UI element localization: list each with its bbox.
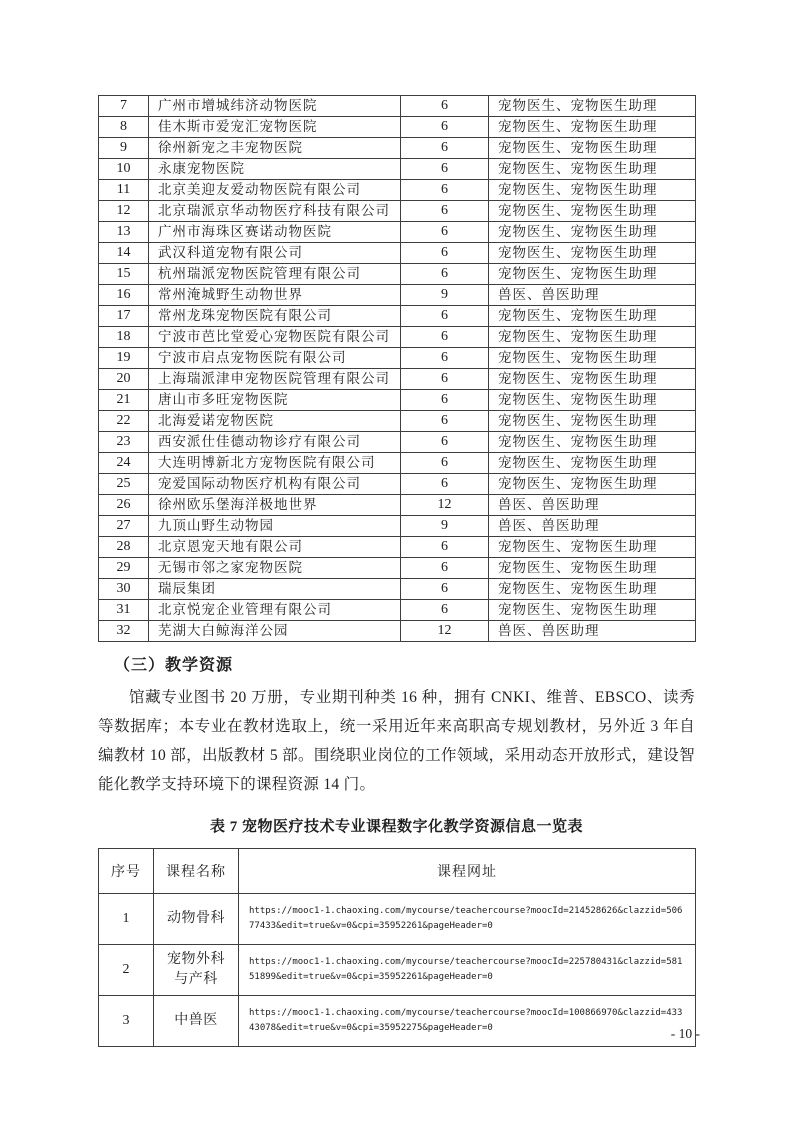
unit-no-cell: 24: [99, 453, 149, 474]
unit-count-cell: 6: [401, 579, 489, 600]
unit-count-cell: 12: [401, 495, 489, 516]
unit-roles-cell: 宠物医生、宠物医生助理: [489, 180, 696, 201]
unit-roles-cell: 宠物医生、宠物医生助理: [489, 348, 696, 369]
unit-count-cell: 9: [401, 285, 489, 306]
table-row: [99, 243, 696, 264]
internship-units-table: [98, 95, 696, 642]
unit-name-cell: 常州淹城野生动物世界: [149, 285, 401, 306]
table-row: [99, 159, 696, 180]
unit-no-cell: 10: [99, 159, 149, 180]
table-row: [99, 945, 696, 996]
table-row: [99, 117, 696, 138]
unit-no-cell: 13: [99, 222, 149, 243]
unit-roles-cell: 宠物医生、宠物医生助理: [489, 411, 696, 432]
unit-name-cell: 芜湖大白鲸海洋公园: [149, 621, 401, 642]
table-row: [99, 180, 696, 201]
unit-roles-cell: 宠物医生、宠物医生助理: [489, 264, 696, 285]
course-no-cell: 1: [99, 894, 154, 945]
unit-no-cell: 29: [99, 558, 149, 579]
unit-name-cell: 北京瑞派京华动物医疗科技有限公司: [149, 201, 401, 222]
table-row: [99, 600, 696, 621]
page-content: [98, 0, 695, 1047]
table-row: [99, 516, 696, 537]
unit-name-cell: 大连明博新北方宠物医院有限公司: [149, 453, 401, 474]
course-name-cell: 宠物外科与产科: [154, 945, 239, 996]
unit-roles-cell: 宠物医生、宠物医生助理: [489, 390, 696, 411]
unit-no-cell: 22: [99, 411, 149, 432]
unit-count-cell: 6: [401, 537, 489, 558]
unit-no-cell: 27: [99, 516, 149, 537]
unit-roles-cell: 宠物医生、宠物医生助理: [489, 600, 696, 621]
unit-roles-cell: 宠物医生、宠物医生助理: [489, 96, 696, 117]
table-row: [99, 348, 696, 369]
unit-no-cell: 18: [99, 327, 149, 348]
unit-count-cell: 12: [401, 621, 489, 642]
table-row: [99, 222, 696, 243]
unit-name-cell: 西安派仕佳德动物诊疗有限公司: [149, 432, 401, 453]
unit-count-cell: 6: [401, 390, 489, 411]
unit-roles-cell: 宠物医生、宠物医生助理: [489, 159, 696, 180]
table-row: [99, 432, 696, 453]
unit-name-cell: 瑞辰集团: [149, 579, 401, 600]
course-resources-table: [98, 848, 696, 1047]
unit-roles-cell: 宠物医生、宠物医生助理: [489, 306, 696, 327]
unit-roles-cell: 宠物医生、宠物医生助理: [489, 222, 696, 243]
unit-count-cell: 6: [401, 348, 489, 369]
unit-no-cell: 11: [99, 180, 149, 201]
table-row: [99, 558, 696, 579]
unit-count-cell: 9: [401, 516, 489, 537]
unit-name-cell: 北京美迎友爱动物医院有限公司: [149, 180, 401, 201]
unit-count-cell: 6: [401, 432, 489, 453]
table-row: [99, 411, 696, 432]
unit-name-cell: 广州市海珠区赛诺动物医院: [149, 222, 401, 243]
unit-roles-cell: 兽医、兽医助理: [489, 516, 696, 537]
table-row: [99, 285, 696, 306]
unit-count-cell: 6: [401, 327, 489, 348]
section-heading: （三）教学资源: [114, 657, 234, 674]
unit-name-cell: 上海瑞派津申宠物医院管理有限公司: [149, 369, 401, 390]
unit-count-cell: 6: [401, 117, 489, 138]
table7-title: 表 7 宠物医疗技术专业课程数字化教学资源信息一览表: [209, 819, 583, 835]
unit-name-cell: 永康宠物医院: [149, 159, 401, 180]
unit-roles-cell: 宠物医生、宠物医生助理: [489, 327, 696, 348]
course-name-cell: 中兽医: [154, 996, 239, 1047]
unit-name-cell: 九顶山野生动物园: [149, 516, 401, 537]
unit-count-cell: 6: [401, 600, 489, 621]
unit-no-cell: 16: [99, 285, 149, 306]
unit-name-cell: 广州市增城纬济动物医院: [149, 96, 401, 117]
unit-name-cell: 北京悦宠企业管理有限公司: [149, 600, 401, 621]
course-header-name: 课程名称: [154, 849, 239, 894]
unit-roles-cell: 宠物医生、宠物医生助理: [489, 117, 696, 138]
unit-count-cell: 6: [401, 558, 489, 579]
unit-roles-cell: 兽医、兽医助理: [489, 285, 696, 306]
unit-no-cell: 19: [99, 348, 149, 369]
table-row: [99, 264, 696, 285]
unit-no-cell: 21: [99, 390, 149, 411]
table-row: [99, 495, 696, 516]
internship-units-rows: [99, 96, 696, 642]
table-row: [99, 138, 696, 159]
unit-roles-cell: 兽医、兽医助理: [489, 621, 696, 642]
course-table-header-row: [99, 849, 696, 894]
unit-name-cell: 北京恩宠天地有限公司: [149, 537, 401, 558]
course-url-cell: https://mooc1-1.chaoxing.com/mycourse/teachercourse?moocId=225780431&clazzid=58151899&edit=true&v=0&cpi=35952261&pageHeader=0: [239, 945, 696, 996]
unit-no-cell: 12: [99, 201, 149, 222]
unit-no-cell: 26: [99, 495, 149, 516]
table-row: [99, 369, 696, 390]
unit-name-cell: 北海爱诺宠物医院: [149, 411, 401, 432]
unit-count-cell: 6: [401, 453, 489, 474]
unit-count-cell: 6: [401, 306, 489, 327]
table-row: [99, 579, 696, 600]
unit-no-cell: 20: [99, 369, 149, 390]
table-row: [99, 894, 696, 945]
unit-count-cell: 6: [401, 201, 489, 222]
course-header-url: 课程网址: [239, 849, 696, 894]
unit-count-cell: 6: [401, 222, 489, 243]
course-url-cell: https://mooc1-1.chaoxing.com/mycourse/teachercourse?moocId=100866970&clazzid=43343078&edit=true&v=0&cpi=35952275&pageHeader=0: [239, 996, 696, 1047]
unit-no-cell: 23: [99, 432, 149, 453]
unit-name-cell: 宠爱国际动物医疗机构有限公司: [149, 474, 401, 495]
course-no-cell: 2: [99, 945, 154, 996]
teaching-resources-paragraph: 馆藏专业图书 20 万册，专业期刊种类 16 种，拥有 CNKI、维普、EBSCO、读秀等数据库；本专业在教材选取上，统一采用近年来高职高专规划教材，另外近 3 年自编教材 10 部，出版教材 5 部。围绕职业岗位的工作领域，采用动态开放形式，建设智能化教学支持环境下的课程资源 14 门。: [98, 689, 695, 793]
unit-count-cell: 6: [401, 474, 489, 495]
course-name-cell: 动物骨科: [154, 894, 239, 945]
unit-roles-cell: 宠物医生、宠物医生助理: [489, 453, 696, 474]
unit-name-cell: 无锡市邻之家宠物医院: [149, 558, 401, 579]
unit-no-cell: 15: [99, 264, 149, 285]
unit-name-cell: 唐山市多旺宠物医院: [149, 390, 401, 411]
unit-no-cell: 17: [99, 306, 149, 327]
table-row: [99, 327, 696, 348]
unit-no-cell: 30: [99, 579, 149, 600]
unit-name-cell: 常州龙珠宠物医院有限公司: [149, 306, 401, 327]
unit-roles-cell: 宠物医生、宠物医生助理: [489, 579, 696, 600]
unit-no-cell: 25: [99, 474, 149, 495]
unit-no-cell: 14: [99, 243, 149, 264]
unit-count-cell: 6: [401, 138, 489, 159]
unit-no-cell: 28: [99, 537, 149, 558]
unit-name-cell: 武汉科道宠物有限公司: [149, 243, 401, 264]
unit-name-cell: 徐州新宠之丰宠物医院: [149, 138, 401, 159]
unit-name-cell: 杭州瑞派宠物医院管理有限公司: [149, 264, 401, 285]
unit-count-cell: 6: [401, 159, 489, 180]
table-row: [99, 390, 696, 411]
course-no-cell: 3: [99, 996, 154, 1047]
unit-roles-cell: 宠物医生、宠物医生助理: [489, 369, 696, 390]
unit-no-cell: 8: [99, 117, 149, 138]
table-row: [99, 474, 696, 495]
unit-count-cell: 6: [401, 243, 489, 264]
unit-name-cell: 徐州欧乐堡海洋极地世界: [149, 495, 401, 516]
unit-roles-cell: 宠物医生、宠物医生助理: [489, 243, 696, 264]
unit-roles-cell: 宠物医生、宠物医生助理: [489, 537, 696, 558]
unit-count-cell: 6: [401, 96, 489, 117]
unit-name-cell: 宁波市芭比堂爱心宠物医院有限公司: [149, 327, 401, 348]
unit-no-cell: 31: [99, 600, 149, 621]
unit-count-cell: 6: [401, 369, 489, 390]
unit-count-cell: 6: [401, 411, 489, 432]
table-row: [99, 453, 696, 474]
unit-roles-cell: 宠物医生、宠物医生助理: [489, 474, 696, 495]
page-number: - 10 -: [670, 1026, 700, 1041]
unit-roles-cell: 宠物医生、宠物医生助理: [489, 201, 696, 222]
course-header-no: 序号: [99, 849, 154, 894]
unit-roles-cell: 宠物医生、宠物医生助理: [489, 432, 696, 453]
table-row: [99, 996, 696, 1047]
table-row: [99, 201, 696, 222]
unit-roles-cell: 兽医、兽医助理: [489, 495, 696, 516]
unit-roles-cell: 宠物医生、宠物医生助理: [489, 138, 696, 159]
unit-roles-cell: 宠物医生、宠物医生助理: [489, 558, 696, 579]
unit-no-cell: 9: [99, 138, 149, 159]
unit-count-cell: 6: [401, 264, 489, 285]
unit-count-cell: 6: [401, 180, 489, 201]
table-row: [99, 537, 696, 558]
unit-name-cell: 佳木斯市爱宠汇宠物医院: [149, 117, 401, 138]
table-row: [99, 621, 696, 642]
table-row: [99, 306, 696, 327]
unit-name-cell: 宁波市启点宠物医院有限公司: [149, 348, 401, 369]
course-resources-rows: [99, 894, 696, 1047]
table-row: [99, 96, 696, 117]
unit-no-cell: 32: [99, 621, 149, 642]
course-url-cell: https://mooc1-1.chaoxing.com/mycourse/teachercourse?moocId=214528626&clazzid=50677433&edit=true&v=0&cpi=35952261&pageHeader=0: [239, 894, 696, 945]
unit-no-cell: 7: [99, 96, 149, 117]
